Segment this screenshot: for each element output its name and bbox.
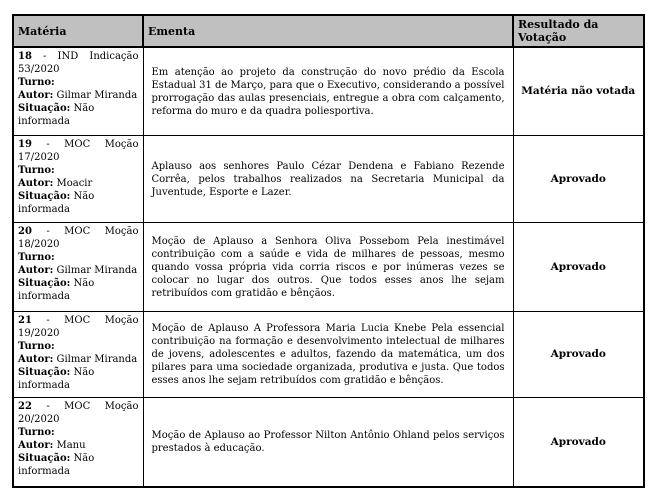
autor-value: Moacir	[56, 178, 93, 189]
materia-code: 53/2020	[18, 64, 60, 75]
materia-cell	[13, 47, 143, 136]
situacao-line	[18, 452, 139, 478]
ementa-text: Em atenção ao projeto da construção do novo prédio da Escola Estadual 31 de Março, para que o Executivo, considerando a possível prorrogação das aulas presenciais, entregue a obra com calçamento, reforma do muro e da quadra poliesportiva.	[151, 66, 505, 117]
resultado-cell	[513, 223, 644, 312]
autor-line	[18, 439, 139, 452]
turno-line	[18, 426, 139, 439]
materia-code: 20/2020	[18, 414, 60, 425]
materia-kind: - MOC Moção	[46, 401, 139, 412]
autor-label: Autor:	[18, 354, 54, 365]
materia-title	[18, 314, 139, 340]
turno-label: Turno:	[18, 252, 55, 263]
resultado-text: Matéria não votada	[521, 85, 636, 97]
ementa-cell	[143, 312, 513, 398]
ementa-cell	[143, 398, 513, 488]
materia-number: 21	[18, 315, 32, 326]
materia-kind: - MOC Moção	[46, 226, 139, 237]
materia-kind: - MOC Moção	[46, 315, 139, 326]
ementa-cell	[143, 136, 513, 223]
situacao-line	[18, 366, 139, 392]
ementa-cell	[143, 223, 513, 312]
ementa-text: Moção de Aplauso ao Professor Nilton Antônio Ohland pelos serviços prestados à educação.	[151, 430, 505, 454]
situacao-label: Situação:	[18, 103, 71, 114]
situacao-value: Não informada	[18, 191, 95, 215]
autor-label: Autor:	[18, 178, 54, 189]
materia-cell	[13, 223, 143, 312]
ementa-text: Moção de Aplauso a Senhora Oliva Possebom Pela inestimável contribuição com a saúde e vida de milhares de pessoas, mesmo quando vossa própria vida corria riscos e por inúmeras vezes se colocar no lugar dos outros. Que todos esses anos lhe sejam retribuídos com gratidão e bênçãos.	[151, 235, 505, 299]
situacao-line	[18, 102, 139, 128]
resultado-cell	[513, 398, 644, 488]
autor-value: Gilmar Miranda	[56, 354, 138, 365]
materia-code: 17/2020	[18, 152, 60, 163]
materia-cell	[13, 312, 143, 398]
col-header-ementa: Ementa	[143, 15, 513, 47]
table-row	[13, 47, 644, 136]
situacao-label: Situação:	[18, 367, 71, 378]
situacao-value: Não informada	[18, 367, 95, 391]
materia-cell	[13, 398, 143, 488]
materia-kind: - MOC Moção	[46, 139, 139, 150]
voting-results-table	[12, 14, 645, 488]
ementa-cell	[143, 47, 513, 136]
materia-code: 18/2020	[18, 239, 60, 250]
autor-value: Manu	[56, 440, 86, 451]
situacao-value: Não informada	[18, 103, 95, 127]
autor-line	[18, 353, 139, 366]
materia-title	[18, 138, 139, 164]
turno-line	[18, 76, 139, 89]
resultado-text: Aprovado	[550, 260, 606, 273]
turno-line	[18, 340, 139, 353]
autor-line	[18, 264, 139, 277]
table-row	[13, 136, 644, 223]
document-page	[0, 14, 655, 477]
autor-label: Autor:	[18, 90, 54, 101]
turno-line	[18, 251, 139, 264]
materia-title	[18, 225, 139, 251]
materia-number: 20	[18, 226, 32, 237]
autor-value: Gilmar Miranda	[56, 90, 138, 101]
table-row	[13, 398, 644, 488]
situacao-line	[18, 277, 139, 303]
situacao-label: Situação:	[18, 453, 71, 464]
col-header-resultado: Resultado da Votação	[513, 15, 644, 47]
autor-line	[18, 177, 139, 190]
situacao-label: Situação:	[18, 278, 71, 289]
col-header-materia: Matéria	[13, 15, 143, 47]
resultado-text: Aprovado	[550, 172, 606, 185]
turno-line	[18, 164, 139, 177]
resultado-text: Aprovado	[550, 435, 606, 448]
ementa-text: Moção de Aplauso A Professora Maria Lucia Knebe Pela essencial contribuição na formação e desenvolvimento intelectual de milhares de jovens, adolescentes e adultos, fazendo da matemática, um dos pilares para uma sociedade organizada, produtiva e justa. Que todos esses anos lhe sejam retribuídos com gratidão e bênçãos.	[151, 323, 505, 386]
materia-number: 22	[18, 401, 32, 412]
materia-number: 18	[18, 51, 32, 62]
turno-label: Turno:	[18, 427, 55, 438]
autor-label: Autor:	[18, 265, 54, 276]
materia-code: 19/2020	[18, 328, 60, 339]
resultado-cell	[513, 312, 644, 398]
materia-kind: - IND Indicação	[43, 51, 139, 62]
materia-cell	[13, 136, 143, 223]
table-row	[13, 223, 644, 312]
turno-label: Turno:	[18, 341, 55, 352]
materia-number: 19	[18, 139, 32, 150]
resultado-cell	[513, 47, 644, 136]
turno-label: Turno:	[18, 77, 55, 88]
situacao-value: Não informada	[18, 278, 95, 302]
turno-label: Turno:	[18, 165, 55, 176]
materia-title	[18, 400, 139, 426]
ementa-text: Aplauso aos senhores Paulo Cézar Dendena e Fabiano Rezende Corrêa, pelos trabalhos realizados na Secretaria Municipal da Juventude, Esporte e Lazer.	[151, 160, 505, 198]
autor-value: Gilmar Miranda	[56, 265, 138, 276]
situacao-label: Situação:	[18, 191, 71, 202]
materia-title	[18, 50, 139, 76]
table-header-row	[13, 15, 644, 47]
resultado-cell	[513, 136, 644, 223]
autor-line	[18, 89, 139, 102]
situacao-line	[18, 190, 139, 216]
autor-label: Autor:	[18, 440, 54, 451]
table-row	[13, 312, 644, 398]
situacao-value: Não informada	[18, 453, 95, 477]
resultado-text: Aprovado	[550, 348, 606, 360]
